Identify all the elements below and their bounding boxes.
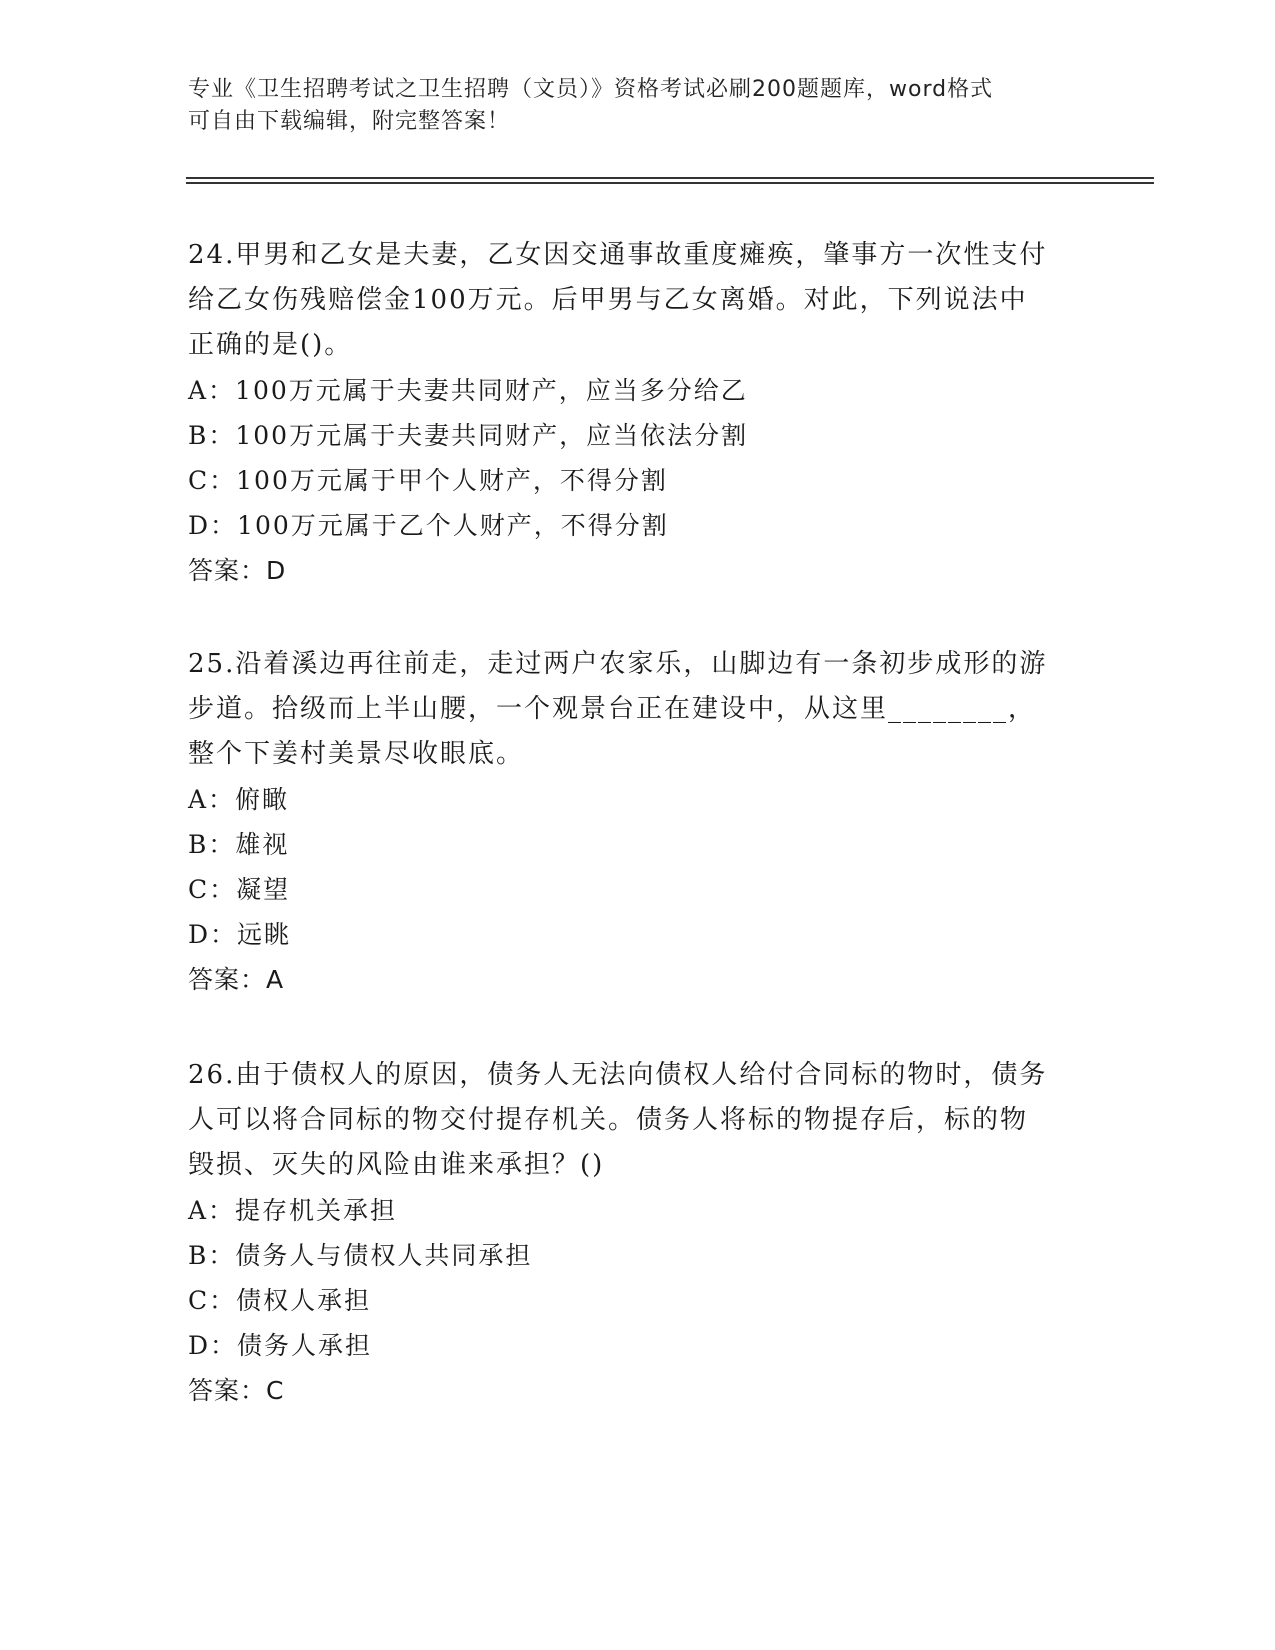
question-stem-line: 正确的是()。 (188, 330, 353, 360)
question-stem-line: 26.由于债权人的原因，债务人无法向债权人给付合同标的物时，债务 (188, 1060, 1048, 1090)
answer-text: 答案：C (188, 1376, 285, 1405)
header-divider-top (186, 177, 1154, 179)
question-stem (188, 1053, 1088, 1188)
header-divider-bottom (186, 182, 1154, 184)
option-a: A：100万元属于夫妻共同财产，应当多分给乙 (188, 376, 748, 405)
option-b: B：债务人与债权人共同承担 (188, 1241, 533, 1270)
question-stem (188, 642, 1088, 777)
question-24 (188, 233, 1088, 593)
option-d: D：远眺 (188, 920, 292, 949)
option-a: A：俯瞰 (188, 785, 290, 814)
option-b: B：雄视 (188, 830, 290, 859)
header-title-line-2: 可自由下载编辑，附完整答案！ (188, 109, 511, 134)
question-stem-line: 给乙女伤残赔偿金100万元。后甲男与乙女离婚。对此，下列说法中 (188, 285, 1028, 315)
question-stem-line: 24.甲男和乙女是夫妻，乙女因交通事故重度瘫痪，肇事方一次性支付 (188, 240, 1048, 270)
option-c: C：100万元属于甲个人财产，不得分割 (188, 466, 668, 495)
question-stem (188, 233, 1088, 368)
question-stem-line: 25.沿着溪边再往前走，走过两户农家乐，山脚边有一条初步成形的游 (188, 649, 1048, 679)
option-list (188, 1188, 1088, 1368)
answer-text: 答案：A (188, 965, 285, 994)
question-stem-line: 步道。拾级而上半山腰，一个观景台正在建设中，从这里________， (188, 694, 1037, 724)
option-d: D：债务人承担 (188, 1331, 373, 1360)
question-26 (188, 1053, 1088, 1413)
answer-text: 答案：D (188, 556, 287, 585)
question-stem-line: 人可以将合同标的物交付提存机关。债务人将标的物提存后，标的物 (188, 1105, 1029, 1135)
header-title-line-1: 专业《卫生招聘考试之卫生招聘（文员）》资格考试必刷200题题库，word格式 (188, 77, 994, 102)
question-stem-line: 整个下姜村美景尽收眼底。 (188, 739, 525, 769)
question-stem-line: 毁损、灭失的风险由谁来承担？() (188, 1150, 605, 1180)
option-c: C：凝望 (188, 875, 291, 904)
option-c: C：债权人承担 (188, 1286, 372, 1315)
option-d: D：100万元属于乙个人财产，不得分割 (188, 511, 669, 540)
option-list (188, 368, 1088, 548)
option-list (188, 777, 1088, 957)
option-a: A：提存机关承担 (188, 1196, 398, 1225)
document-header (188, 74, 1088, 138)
question-25 (188, 642, 1088, 1002)
option-b: B：100万元属于夫妻共同财产，应当依法分割 (188, 421, 749, 450)
